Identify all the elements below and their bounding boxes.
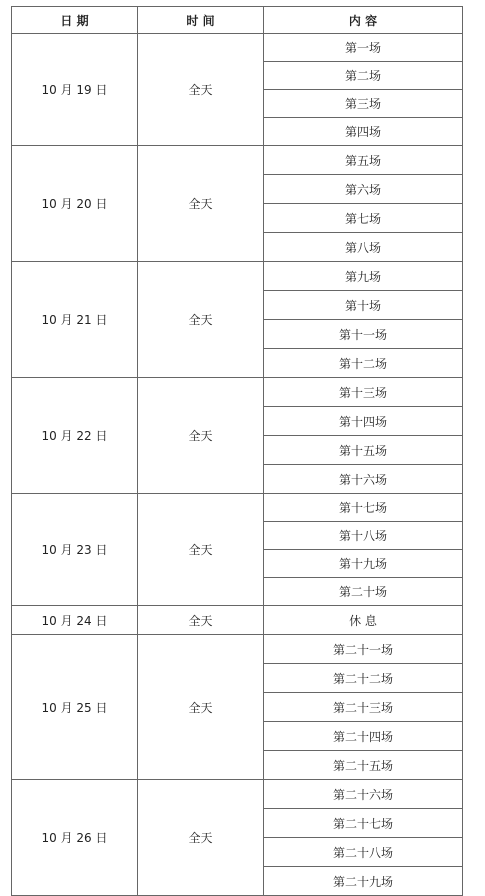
date-cell: 10 月 23 日: [12, 494, 138, 606]
time-cell: 全天: [138, 780, 264, 896]
content-cell: 第十三场: [264, 378, 463, 407]
content-cell: 第六场: [264, 175, 463, 204]
content-cell: 第十八场: [264, 522, 463, 550]
content-cell: 第十六场: [264, 465, 463, 494]
table-row: [12, 146, 463, 175]
date-cell: 10 月 20 日: [12, 146, 138, 262]
table-row: [12, 606, 463, 635]
table-row: [12, 262, 463, 291]
content-cell: 第二十二场: [264, 664, 463, 693]
content-cell: 第七场: [264, 204, 463, 233]
header-time: 时 间: [138, 7, 264, 34]
date-cell: 10 月 25 日: [12, 635, 138, 780]
date-cell: 10 月 22 日: [12, 378, 138, 494]
content-cell: 第二十九场: [264, 867, 463, 896]
schedule-table: [11, 6, 463, 896]
time-cell: 全天: [138, 635, 264, 780]
date-cell: 10 月 21 日: [12, 262, 138, 378]
content-cell: 第二十四场: [264, 722, 463, 751]
content-cell: 第二十五场: [264, 751, 463, 780]
content-cell: 第二十八场: [264, 838, 463, 867]
table-row: [12, 378, 463, 407]
time-cell: 全天: [138, 494, 264, 606]
table-row: [12, 635, 463, 664]
table-row: [12, 34, 463, 62]
content-cell: 第三场: [264, 90, 463, 118]
content-cell: 第二十六场: [264, 780, 463, 809]
content-cell: 第十场: [264, 291, 463, 320]
table-header: [12, 7, 463, 34]
content-cell: 第九场: [264, 262, 463, 291]
header-content: 内 容: [264, 7, 463, 34]
date-cell: 10 月 26 日: [12, 780, 138, 896]
date-cell: 10 月 19 日: [12, 34, 138, 146]
content-cell: 第四场: [264, 118, 463, 146]
content-cell: 第二十七场: [264, 809, 463, 838]
time-cell: 全天: [138, 378, 264, 494]
content-cell: 第十九场: [264, 550, 463, 578]
table-row: [12, 494, 463, 522]
content-cell: 第一场: [264, 34, 463, 62]
content-cell: 第二十一场: [264, 635, 463, 664]
time-cell: 全天: [138, 262, 264, 378]
header-date: 日 期: [12, 7, 138, 34]
content-cell: 第二十三场: [264, 693, 463, 722]
time-cell: 全天: [138, 34, 264, 146]
table-body: [12, 34, 463, 896]
schedule-container: [11, 6, 462, 889]
date-cell: 10 月 24 日: [12, 606, 138, 635]
header-row: [12, 7, 463, 34]
content-cell: 第二十场: [264, 578, 463, 606]
table-row: [12, 780, 463, 809]
content-cell: 第十二场: [264, 349, 463, 378]
content-cell: 第十五场: [264, 436, 463, 465]
time-cell: 全天: [138, 606, 264, 635]
content-cell: 第八场: [264, 233, 463, 262]
content-cell: 休 息: [264, 606, 463, 635]
content-cell: 第十一场: [264, 320, 463, 349]
content-cell: 第五场: [264, 146, 463, 175]
content-cell: 第十四场: [264, 407, 463, 436]
content-cell: 第十七场: [264, 494, 463, 522]
content-cell: 第二场: [264, 62, 463, 90]
time-cell: 全天: [138, 146, 264, 262]
